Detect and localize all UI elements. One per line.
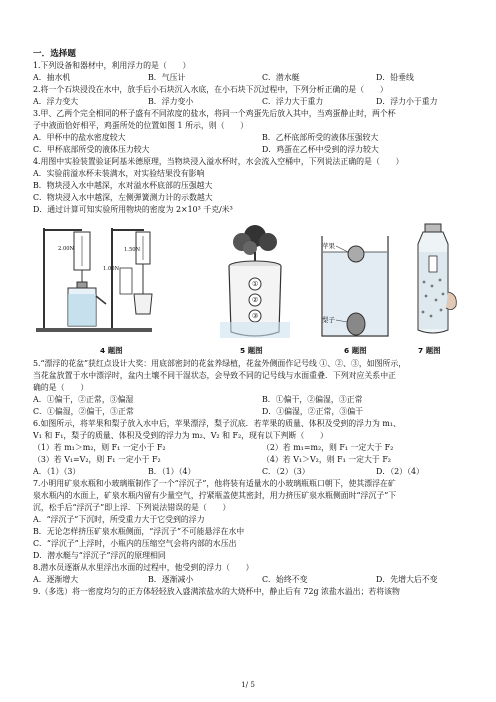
q3-option-a: A．甲杯中的盐水密度较大 [33,133,126,142]
q6-judgment-1: （1）若 m₁＞m₂，则 F₁ 一定小于 F₂ [33,443,166,452]
q6-option-a: A．（1）（3） [33,467,81,476]
q8-option-c: C．始终不变 [262,575,308,584]
q4-option-a: A．实验前溢水杯未装满水，对实验结果没有影响 [33,169,205,178]
q2-option-b: B．浮力变小 [148,97,194,106]
fig5-mark-3: ③ [252,312,259,320]
q4-option-d: D．通过计算可知实验所用物块的密度为 2×10³ 千克/米³ [33,205,233,214]
q4-option-b: B．物块浸入水中越深，水对溢水杯底部的压强越大 [33,181,213,190]
q7-option-c: C．“浮沉子”上浮时，小瓶内的压缩空气会将内部的水压出 [33,539,237,548]
fig5-mark-1: ① [252,280,259,288]
figure-4-caption: 4 题图 [100,346,123,355]
q3-stem-line2: 子中液面恰好相平，鸡蛋所处的位置如图 1 所示，则（ ） [33,121,249,130]
fig6-apple-label: 苹果 [322,242,335,250]
q6-stem-line2: V₁ 和 F₁，梨子的质量、体积及受到的浮力为 m₂、V₂ 和 F₂，现有以下判断（ ） [33,431,328,440]
fig4-scale-left-reading: 2.00N [58,246,75,252]
q7-option-b: B．无论怎样挤压矿泉水瓶侧面，“浮沉子”不可能悬浮在水中 [33,527,245,536]
q7-stem-line3: 沉，松手后“浮沉子”即上浮．下列说法错误的是（ ） [33,503,231,512]
q3-option-d: D．鸡蛋在乙杯中受到的浮力较大 [262,145,379,154]
section-title: 一．选择题 [33,49,76,59]
q6-option-b: B．（1）（4） [148,467,196,476]
q1-stem: 1.下列设备和器材中，利用浮力的是（ ） [33,61,191,70]
fig5-mark-2: ② [252,296,259,304]
q8-stem: 8.潜水员逐渐从水里浮出水面的过程中，他受到的浮力（ ） [33,563,254,572]
q6-judgment-3: （3）若 V₁=V₂，则 F₁ 一定小于 F₂ [33,455,161,464]
q7-option-a: A．“浮沉子”下沉时，所受重力大于它受到的浮力 [33,515,205,524]
figure-7-diver-bottle [410,222,460,340]
q3-option-b: B．乙杯底部所受的液体压强较大 [262,133,379,142]
figure-4-apparatus [34,224,154,338]
q1-option-b: B．气压计 [148,73,186,82]
q6-judgment-2: （2）若 m₁=m₂，则 F₁ 一定大于 F₂ [262,443,394,452]
q2-option-a: A．浮力变大 [33,97,79,106]
q3-option-c: C．甲杯底部所受的液体压力较大 [33,145,150,154]
q2-stem: 2.将一个石块浸没在水中，放手后小石块沉入水底，在小石块下沉过程中，下列分析正确的是（ ） [33,85,388,94]
q1-option-d: D．铅垂线 [376,73,414,82]
page-number: 1/ 5 [241,680,255,689]
q6-stem-line1: 6.如图所示，将苹果和梨子放入水中后，苹果漂浮，梨子沉底．若苹果的质量、体积及受到的浮力为 m₁、 [33,419,401,428]
q3-stem-line1: 3.甲、乙两个完全相同的杯子盛有不同浓度的盐水，将同一个鸡蛋先后放入其中，当鸡蛋静止时，两个杯 [33,109,396,118]
figure-6-caption: 6 题图 [344,346,367,355]
q7-stem-line2: 泉水瓶内的水面上，矿泉水瓶内留有少量空气，拧紧瓶盖使其密封，用力挤压矿泉水瓶侧面时“浮沉子”下 [33,491,397,500]
q6-judgment-4: （4）若 V₁＞V₂，则 F₁ 一定大于 F₂ [262,455,391,464]
q1-option-a: A．抽水机 [33,73,71,82]
q8-option-b: B．逐渐减小 [148,575,194,584]
q6-option-c: C．（2）（3） [262,467,310,476]
q7-stem-line1: 7.小明用矿泉水瓶和小玻璃瓶制作了一个“浮沉子”，他将装有适量水的小玻璃瓶瓶口朝下，使其漂浮在矿 [33,479,396,488]
q5-option-a: A．①偏干，②正常，③偏湿 [33,395,134,404]
q5-stem-line2: 当花盆放置于水中漂浮时，盆内土壤不同干湿状态，会导致不同的记号线与水面重叠．下列对应关系中正 [33,371,396,380]
q5-stem-line3: 确的是（ ） [33,383,89,392]
fig4-scale-right-reading: 1.50N [124,247,141,253]
q5-stem-line1: 5.“漂浮的花盆”获红点设计大奖：用底部密封的花盆养绿植，花盆外侧面作记号线 ①、②、③，如图所示， [33,359,407,368]
q4-option-c: C．物块浸入水中越深，左侧弹簧测力计的示数越大 [33,193,213,202]
q4-stem: 4.用图中实验装置验证阿基米德原理，当物块浸入溢水杯时，水会流入空桶中，下列说法正确的是（ ） [33,157,404,166]
q2-option-c: C．浮力大于重力 [262,97,324,106]
fig6-pear-label: 梨子 [322,316,335,324]
q8-option-a: A．逐渐增大 [33,575,79,584]
q7-option-d: D．潜水艇与“浮沉子”浮沉的原理相同 [33,551,166,560]
q9-stem: 9.（多选）将一密度均匀的正方体轻轻放入盛满浓盐水的大烧杯中，静止后有 72g 浓盐水溢出；若将该物 [33,587,400,596]
q6-option-d: D．（2）（4） [376,467,424,476]
figure-7-caption: 7 题图 [418,346,441,355]
q2-option-d: D．浮力小于重力 [376,97,438,106]
fig4-scale-bottom-reading: 1.00N [103,266,120,272]
q5-option-b: B．①偏干，②偏湿，③正常 [262,395,363,404]
figure-5-caption: 5 题图 [240,346,263,355]
q5-option-d: D．①偏湿，②正常，③偏干 [262,407,364,416]
q1-option-c: C．潜水艇 [262,73,300,82]
q8-option-d: D．先增大后不变 [376,575,438,584]
q5-option-c: C．①偏湿，②偏干，③正常 [33,407,134,416]
